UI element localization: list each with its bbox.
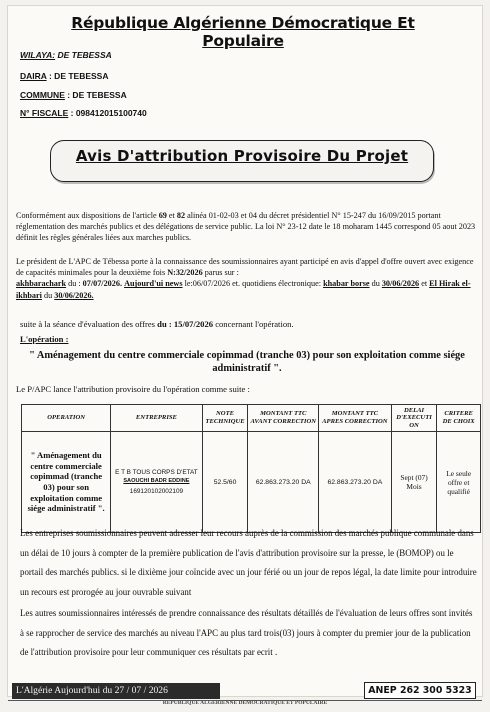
republic-heading: République Algérienne Démocratique Et Populaire [71, 14, 415, 50]
nif-label: N° FISCALE [20, 108, 69, 118]
cell-montant-apres: 62.863.273.20 DA [319, 432, 392, 533]
col-entreprise: ENTREPRISE [111, 405, 202, 432]
entreprise-name: E T B TOUS CORPS D'ETAT [115, 468, 198, 476]
evaluation-text: concernant l'opération. [213, 319, 294, 329]
notice-text: du : [66, 279, 83, 289]
wilaya-label: WILAYA: [20, 50, 56, 60]
commune-line [20, 90, 127, 100]
nif-value: : 098412015100740 [70, 108, 147, 118]
intro-text: et [166, 211, 177, 220]
attribution-intro: Le P/APC lance l'attribution provisoire du l'opération comme suite : [16, 384, 250, 394]
cell-critere: Le seule offre et qualifié [437, 432, 481, 533]
date-akhbarachark: 07/07/2026. [82, 279, 123, 289]
intro-text: Conformément aux dispositions de l'article [16, 211, 159, 220]
anep-reference: ANEP 262 300 5323 [364, 682, 476, 699]
tender-number: N:32/2026 [167, 268, 203, 278]
notice-title: Avis D'attribution Provisoire Du Projet [75, 147, 409, 165]
attribution-table [21, 404, 481, 533]
notice-text: du [41, 290, 55, 300]
wilaya-value: DE TEBESSA [57, 50, 112, 60]
daira-label: DAIRA [20, 71, 47, 81]
cell-delai: Sept (07) Mois [391, 432, 437, 533]
notice-text: parus sur : [202, 268, 239, 278]
col-note: NOTE TECHNIQUE [202, 405, 248, 432]
cell-entreprise [111, 432, 202, 533]
legal-intro-paragraph [16, 210, 476, 244]
notice-title-box [50, 140, 434, 182]
article-82: 82 [176, 211, 186, 220]
col-delai: DELAI D'EXECUTI ON [391, 405, 437, 432]
article-69: 69 [158, 211, 167, 220]
commune-label: COMMUNE [20, 90, 65, 100]
table-header-row [22, 405, 481, 432]
entreprise-nif: 169120102002109 [129, 487, 184, 495]
wilaya-line [20, 50, 112, 60]
newspaper-akhbarachark: akhbarachark [16, 279, 67, 289]
commune-value: : DE TEBESSA [67, 90, 127, 100]
appeal-paragraph: Les entreprises soumissionnaires peuvent adresser leur recours auprès de la commission des marchés publique communale dans un délai de 10 jours à compter de la première publication de l'avis d'attribution provisoire sur la presse, le (BOMOP) ou le portail des marchés publics. si le dixième jour coïncide avec un jour férié ou un jour de repos légal, la date limite pour introduire un recours est prorogée au jour ouvrable suivant [20, 528, 477, 597]
operation-name: " Aménagement du centre commerciale copimmad (tranche 03) pour son exploitation comme siége administratif ". [29, 350, 465, 374]
col-critere: CRITERE DE CHOIX [437, 405, 481, 432]
evaluation-line [20, 319, 294, 329]
newspaper-khabar-borse: khabar borse [323, 279, 370, 289]
newspaper-el-hirak: El Hirak el-ikhbari [16, 279, 471, 300]
newspaper-footer: L'Algérie Aujourd'hui du 27 / 07 / 2026 [12, 683, 220, 699]
publication-paragraph [16, 256, 476, 301]
next-notice-heading: REPUBLIQUE ALGERIENNE DEMOCRATIQUE ET POPULAIRE [162, 700, 328, 706]
cell-operation: " Aménagement du centre commerciale copimmad (tranche 03) pour son exploitation comme siége administratif ". [22, 432, 111, 533]
cell-montant-avant: 62.863.273.20 DA [248, 432, 319, 533]
date-khabar-borse: 30/06/2026 [381, 279, 420, 289]
notice-text: Le président de L'APC de Tébessa porte à la connaissance des soumissionnaires ayant participé en avis d'appel d'offre ouvert avec exigence de capacités minimales pour la deuxième fois [16, 257, 474, 278]
evaluation-text: suite à la séance d'évaluation des offres [20, 319, 158, 329]
notice-text: le:06/07/2026 et. quotidiens électronique: [182, 279, 324, 289]
col-montant-avant: MONTANT TTC AVANT CORRECTION [248, 405, 319, 432]
col-montant-apres: MONTANT TTC APRES CORRECTION [319, 405, 392, 432]
daira-value: : DE TEBESSA [48, 71, 109, 81]
intro-text: alinéa 01-02-03 et 04 du décret présidentiel N° 15-247 du 16/09/2015 portant réglementation des marchés publics et des délégations de service public. La loi N° 23-12 date le 18 moharam 1445 correspond 05 aout 2023 définit les règles générales liées aux marches publics. [16, 211, 476, 243]
entreprise-manager: SAOUCHI BADR EDDINE [123, 478, 190, 485]
operation-label: L'opération : [20, 334, 69, 344]
evaluation-date: du : 15/07/2026 [157, 319, 214, 329]
consultation-paragraph: Les autres soumissionnaires intéressés de prendre connaissance des résultats détaillés de l'évaluation de leurs offres sont invités à se rapprocher de service des marchés au niveau l'APC au plus tard trois(03) jours à compter du premier jour de la publication de l'attribution provisoire pour leur communiquer ces résultats par ecrit . [20, 608, 473, 658]
newspaper-notice [8, 6, 482, 706]
date-el-hirak: 30/06/2026. [54, 290, 94, 300]
newspaper-aujourdui-news: Aujourd'ui news [124, 279, 183, 289]
notice-text: et [419, 279, 430, 289]
col-operation: OPERATION [22, 405, 111, 432]
daira-line [20, 71, 109, 81]
table-row [22, 432, 481, 533]
nif-line [20, 108, 147, 118]
notice-text: du [369, 279, 382, 289]
cell-note: 52.5/60 [202, 432, 248, 533]
